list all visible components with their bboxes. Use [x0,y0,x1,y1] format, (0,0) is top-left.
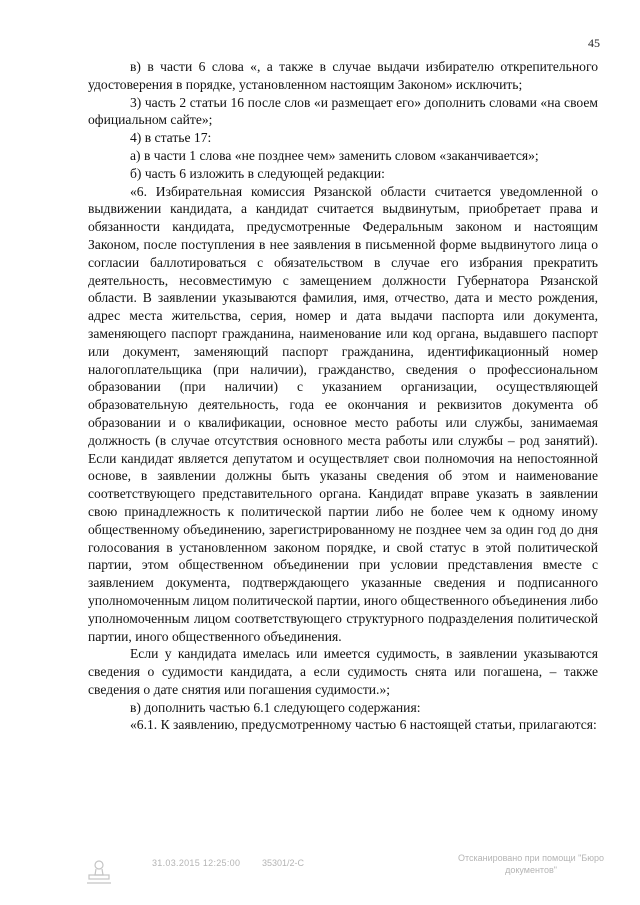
scan-footer [0,848,640,896]
paragraph: в) дополнить частью 6.1 следующего содержания: [130,699,421,715]
body-text [88,58,598,734]
scan-note: Отсканировано при помощи "Бюро документов" [457,853,605,875]
scan-date: 31.03.2015 12:25:00 [152,858,241,868]
paragraph: а) в части 1 слова «не позднее чем» заменить словом «заканчивается»; [130,147,539,163]
scan-code: 35301/2-С [262,858,305,868]
page-number: 45 [588,36,600,50]
paragraph: б) часть 6 изложить в следующей редакции: [130,165,385,181]
paragraph: «6.1. К заявлению, предусмотренному частью 6 настоящей статьи, прилагаются: [130,717,597,733]
paragraph: в) в части 6 слова «, а также в случае выдачи избирателю открепительного удостоверения в порядке, установленном настоящим Законом» исключить; [88,59,598,92]
paragraph: 3) часть 2 статьи 16 после слов «и размещает его» дополнить словами «на своем официальном сайте»; [88,94,598,128]
paragraph: «6. Избирательная комиссия Рязанской области считается уведомленной о выдвижении кандидата, а кандидат считается выдвинутым, приобретает права и обязанности кандидата, предусмотренные Федеральным законом и настоящим Законом, после поступления в нее заявления в письменной форме выдвинутого лица о согласии баллотироваться с обязательством в случае его избрания прекратить деятельность, несовместимую с замещением должности Губернатора Рязанской области. В заявлении указываются фамилия, имя, отчество, дата и место рождения, адрес места жительства, серия, номер и дата выдачи паспорта или документа, заменяющего паспорт гражданина, наименование или код органа, выдавшего паспорт или документ, заменяющий паспорт гражданина, идентификационный номер налогоплательщика (при наличии), гражданство, сведения о профессиональном образовании (при наличии) с указанием организации, осуществляющей образовательную деятельность, года ее окончания и реквизитов документа об образовании и о квалификации, основное место работы или службы, занимаемая должность (в случае отсутствия основного места работы или службы – род занятий). Если кандидат является депутатом и осуществляет свои полномочия на непостоянной основе, в заявлении должны быть указаны сведения об этом и наименование соответствующего представительного органа. Кандидат вправе указать в заявлении свою принадлежность к политической партии либо не более чем к одному иному общественному объединению, зарегистрированному не позднее чем за один год до дня голосования в установленном законом порядке, и свой статус в этой политической партии, этом общественном объединении при условии представления вместе с заявлением документа, подтверждающего указанные сведения и подписанного уполномоченным лицом политической партии, иного общественного объединения либо уполномоченным лицом соответствующего структурного подразделения политической партии, иного общественного объединения. [88,183,598,644]
paragraph: Если у кандидата имелась или имеется судимость, в заявлении указываются сведения о судимости кандидата, а если судимость снята или погашена, – также сведения о дате снятия или погашения судимости.»; [88,646,598,697]
paragraph: 4) в статье 17: [130,130,212,146]
stamp-icon [84,858,114,888]
